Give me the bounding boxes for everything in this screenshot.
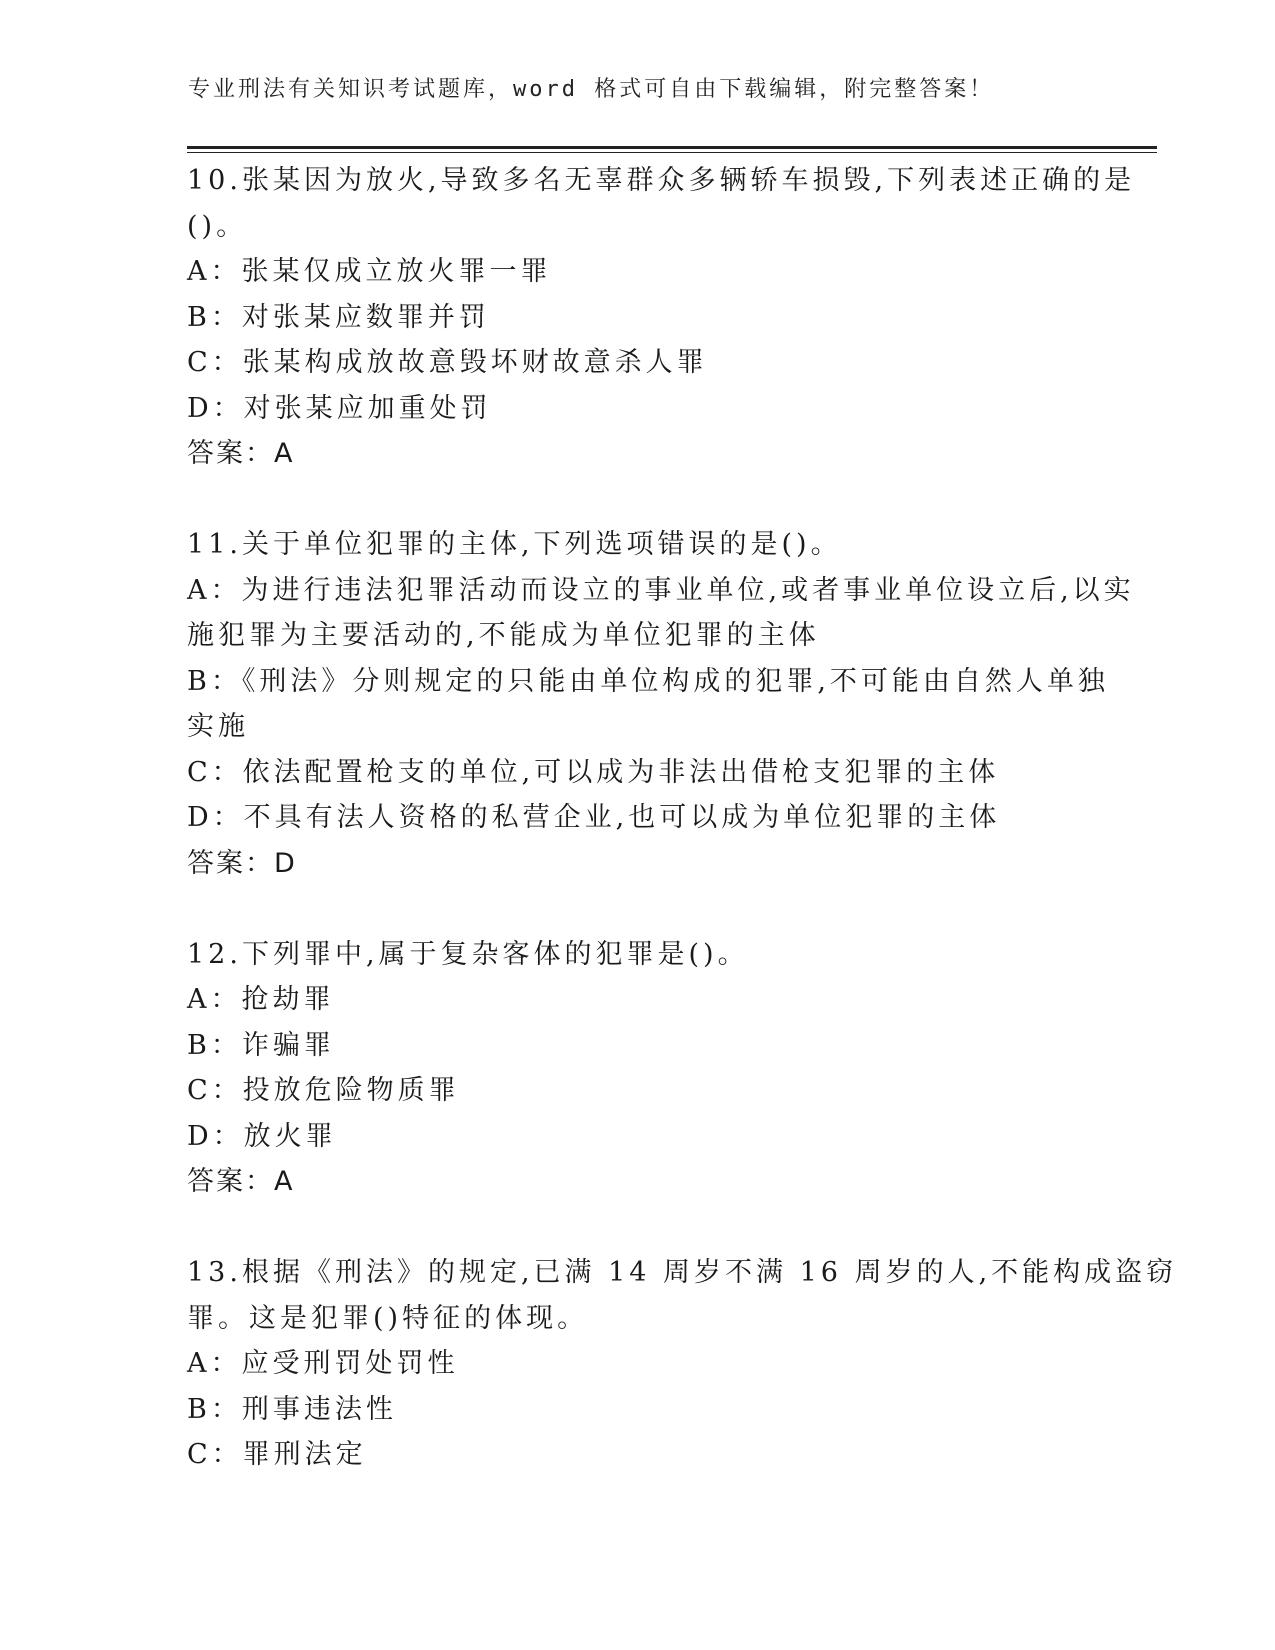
question-block xyxy=(187,1250,1178,1478)
question-stem-line: ()。 xyxy=(187,210,248,242)
option-line: B：刑事违法性 xyxy=(187,1393,397,1425)
option-line: A：为进行违法犯罪活动而设立的事业单位,或者事业单位设立后,以实 xyxy=(187,574,1135,606)
question-block xyxy=(187,522,1135,886)
option-line: 实施 xyxy=(187,711,249,742)
question-stem-line: 12.下列罪中,属于复杂客体的犯罪是()。 xyxy=(187,938,749,970)
header-rule-thin xyxy=(187,152,1157,153)
option-line: A：抢劫罪 xyxy=(187,984,335,1015)
header-rule-thick xyxy=(187,146,1157,149)
option-line: A：应受刑罚处罚性 xyxy=(187,1348,459,1379)
answer-line: 答案：D xyxy=(187,847,297,879)
question-stem-line: 13.根据《刑法》的规定,已满 14 周岁不满 16 周岁的人,不能构成盗窃 xyxy=(187,1257,1178,1288)
answer-line: 答案：A xyxy=(187,1166,295,1197)
option-line: C：投放危险物质罪 xyxy=(187,1075,460,1106)
option-line: C：依法配置枪支的单位,可以成为非法出借枪支犯罪的主体 xyxy=(187,756,1000,788)
option-line: 施犯罪为主要活动的,不能成为单位犯罪的主体 xyxy=(187,620,820,651)
page-header: 专业刑法有关知识考试题库，word 格式可自由下载编辑，附完整答案！ xyxy=(188,77,995,102)
question-stem-line: 10.张某因为放火,导致多名无辜群众多辆轿车损毁,下列表述正确的是 xyxy=(187,165,1136,196)
question-spacer xyxy=(187,477,1087,523)
question-spacer xyxy=(187,1205,1087,1251)
option-line: B：对张某应数罪并罚 xyxy=(187,301,490,333)
option-line: B：《刑法》分则规定的只能由单位构成的犯罪,不可能由自然人单独 xyxy=(187,665,1109,697)
question-stem-line: 11.关于单位犯罪的主体,下列选项错误的是()。 xyxy=(187,529,842,560)
question-stem-line: 罪。这是犯罪()特征的体现。 xyxy=(187,1302,589,1334)
option-line: B：诈骗罪 xyxy=(187,1029,335,1061)
question-block xyxy=(187,932,1087,1205)
question-list xyxy=(187,158,1178,1478)
option-line: A：张某仅成立放火罪一罪 xyxy=(187,256,552,287)
answer-line: 答案：A xyxy=(187,438,295,469)
question-spacer xyxy=(187,886,1087,932)
option-line: C：张某构成放故意毁坏财故意杀人罪 xyxy=(187,347,708,378)
option-line: D：放火罪 xyxy=(187,1120,337,1152)
question-block xyxy=(187,158,1136,477)
option-line: C：罪刑法定 xyxy=(187,1439,367,1470)
option-line: D：不具有法人资格的私营企业,也可以成为单位犯罪的主体 xyxy=(187,802,1001,833)
option-line: D：对张某应加重处罚 xyxy=(187,392,492,424)
